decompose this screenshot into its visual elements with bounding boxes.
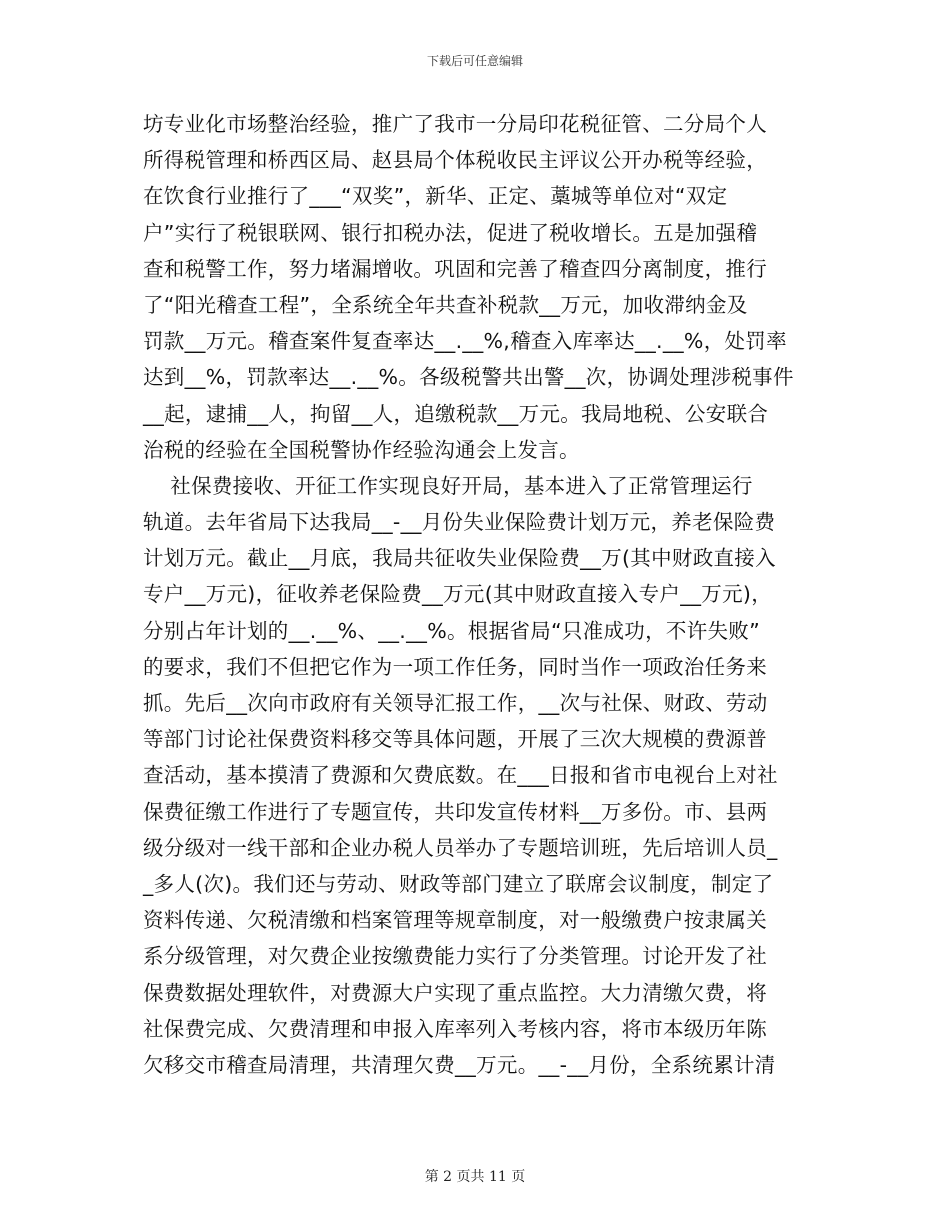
text-line: 社保费完成、欠费清理和申报入库率列入考核内容，将市本级历年陈 [143, 1016, 767, 1041]
text-line: 在饮食行业推行了___“双奖”，新华、正定、藁城等单位对“双定 [143, 184, 728, 209]
text-line: _多人(次)。我们还与劳动、财政等部门建立了联席会议制度，制定了 [143, 871, 774, 896]
text-line: 级分级对一线干部和企业办税人员举办了专题培训班，先后培训人员_ [143, 835, 778, 860]
text-line: 达到__%，罚款率达__.__%。各级税警共出警__次，协调处理涉税事件 [143, 365, 794, 390]
text-line: 罚款__万元。稽查案件复查率达__.__%,稽查入库率达__.__%，处罚率 [143, 329, 787, 354]
text-line: 治税的经验在全国税警协作经验沟通会上发言。 [143, 437, 580, 462]
text-line: 等部门讨论社保费资料移交等具体问题，开展了三次大规模的费源普 [143, 727, 767, 752]
text-line: 资料传递、欠税清缴和档案管理等规章制度，对一般缴费户按隶属关 [143, 908, 767, 933]
text-line: 分别占年计划的__.__%、__.__%。根据省局“只准成功，不许失败” [143, 618, 761, 643]
body-text [143, 106, 803, 1083]
text-line: 查活动，基本摸清了费源和欠费底数。在___日报和省市电视台上对社 [143, 763, 778, 788]
page-header: 下载后可任意编辑 [426, 54, 523, 68]
text-line: 系分级管理，对欠费企业按缴费能力实行了分类管理。讨论开发了社 [143, 944, 767, 969]
text-line: 欠移交市稽查局清理，共清理欠费__万元。__-__月份，全系统累计清 [143, 1052, 776, 1077]
text-line: 保费征缴工作进行了专题宣传，共印发宣传材料__万多份。市、县两 [143, 799, 768, 824]
text-line: 的要求，我们不但把它作为一项工作任务，同时当作一项政治任务来 [143, 654, 767, 679]
text-line: 查和税警工作，努力堵漏增收。巩固和完善了稽查四分离制度，推行 [143, 256, 767, 281]
text-line: 坊专业化市场整治经验，推广了我市一分局印花税征管、二分局个人 [143, 112, 767, 136]
text-line: 轨道。去年省局下达我局__-__月份失业保险费计划万元，养老保险费 [143, 510, 776, 535]
text-line: __起，逮捕__人，拘留__人，追缴税款__万元。我局地税、公安联合 [143, 401, 769, 426]
text-line: 社保费接收、开征工作实现良好开局，基本进入了正常管理运行 [143, 473, 753, 498]
text-line: 户”实行了税银联网、银行扣税办法，促进了税收增长。五是加强稽 [143, 220, 758, 245]
text-line: 计划万元。截止__月底，我局共征收失业保险费__万(其中财政直接入 [143, 546, 776, 571]
text-line: 所得税管理和桥西区局、赵县局个体税收民主评议公开办税等经验， [143, 148, 767, 173]
text-line: 保费数据处理软件，对费源大户实现了重点监控。大力清缴欠费，将 [143, 980, 767, 1005]
text-line: 专户__万元)，征收养老保险费__万元(其中财政直接入专户__万元)， [143, 582, 772, 607]
page-footer: 第 2 页共 11 页 [424, 1169, 526, 1185]
text-line: 抓。先后__次向市政府有关领导汇报工作，__次与社保、财政、劳动 [143, 691, 768, 715]
text-line: 了“阳光稽查工程”，全系统全年共查补税款__万元，加收滞纳金及 [143, 292, 748, 317]
